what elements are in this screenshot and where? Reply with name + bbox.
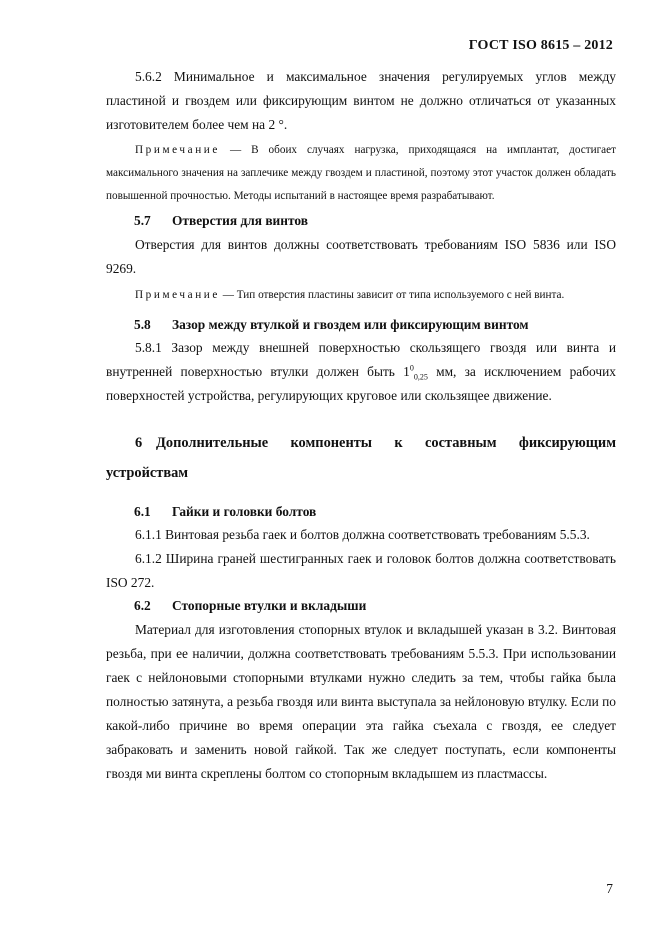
- note-text: — Тип отверстия пластины зависит от типа используемого с ней винта.: [219, 289, 565, 301]
- note-1: [106, 139, 616, 208]
- heading-6-1: [134, 500, 316, 524]
- paragraph-6-2: Материал для изготовления стопорных втулок и вкладышей указан в 3.2. Винтовая резьба, при ее наличии, должна соответствовать требованиям 5.5.3. При использовании гаек с нейлоновыми стопорными втулками нужно следить за тем, чтобы гайка была полностью затянута, а резьба гвоздя или винта выступала за нейлоновую втулку. Если по какой-либо причине во время операции эта гайка съехала с гвоздя, ее следует забраковать и заменить новой гайкой. Так же следует поступать, если компоненты гвоздя ми винта скреплены болтом со стопорным вкладышем из пластмассы.: [106, 622, 616, 781]
- paragraph-text-after: мм, за исключением рабочих поверхностей устройства, регулирующих круговое или скользящее движение.: [106, 364, 616, 403]
- heading-5-7: [134, 209, 308, 233]
- heading-number: 6.1: [134, 504, 151, 519]
- heading-number: 6.2: [134, 598, 151, 613]
- section-6-heading: [106, 428, 616, 488]
- paragraph-text-before: 5.8.1 Зазор между внешней поверхностью скользящего гвоздя или винта и внутренней поверхностью втулки должен быть 1: [106, 340, 616, 379]
- heading-6-2: [134, 594, 366, 618]
- heading-title: Стопорные втулки и вкладыши: [172, 598, 367, 613]
- paragraph-5-6-2: 5.6.2 Минимальное и максимальное значения регулируемых углов между пластиной и гвоздем или фиксирующим винтом не должно отличаться от указанных изготовителем более чем на 2 °.: [106, 69, 616, 132]
- note-text: — В обоих случаях нагрузка, приходящаяся на имплантат, достигает максимального значения на заплечике между гвоздем и пластиной, поэтому этот участок должен обладать повышенной прочностью. Методы испытаний в настоящее время разрабатывают.: [106, 144, 616, 202]
- note-label: Примечание: [135, 289, 220, 301]
- heading-number: 5.7: [134, 213, 151, 228]
- document-header: ГОСТ ISO 8615 – 2012: [468, 38, 613, 53]
- note-2: [106, 284, 616, 307]
- heading-title: Гайки и головки болтов: [172, 504, 317, 519]
- note-label: Примечание: [135, 144, 220, 156]
- page-number: 7: [606, 881, 613, 896]
- heading-5-8: [134, 313, 529, 337]
- heading-title: Отверстия для винтов: [172, 213, 308, 228]
- paragraph-6-1-2: 6.1.2 Ширина граней шестигранных гаек и головок болтов должна соответствовать ISO 272.: [106, 551, 616, 590]
- paragraph-6-1-1: 6.1.1 Винтовая резьба гаек и болтов должна соответствовать требованиям 5.5.3.: [135, 527, 590, 542]
- tolerance-upper: 0: [409, 363, 414, 373]
- section-number: 6: [135, 435, 143, 451]
- tolerance-lower: 0,25: [413, 372, 428, 382]
- heading-number: 5.8: [134, 317, 151, 332]
- section-title: Дополнительные компоненты к составным фиксирующим устройствам: [106, 435, 616, 481]
- paragraph-5-8-1: [106, 336, 616, 408]
- paragraph-5-7: Отверстия для винтов должны соответствовать требованиям ISO 5836 или ISO 9269.: [106, 237, 616, 276]
- heading-title: Зазор между втулкой и гвоздем или фиксирующим винтом: [172, 317, 529, 332]
